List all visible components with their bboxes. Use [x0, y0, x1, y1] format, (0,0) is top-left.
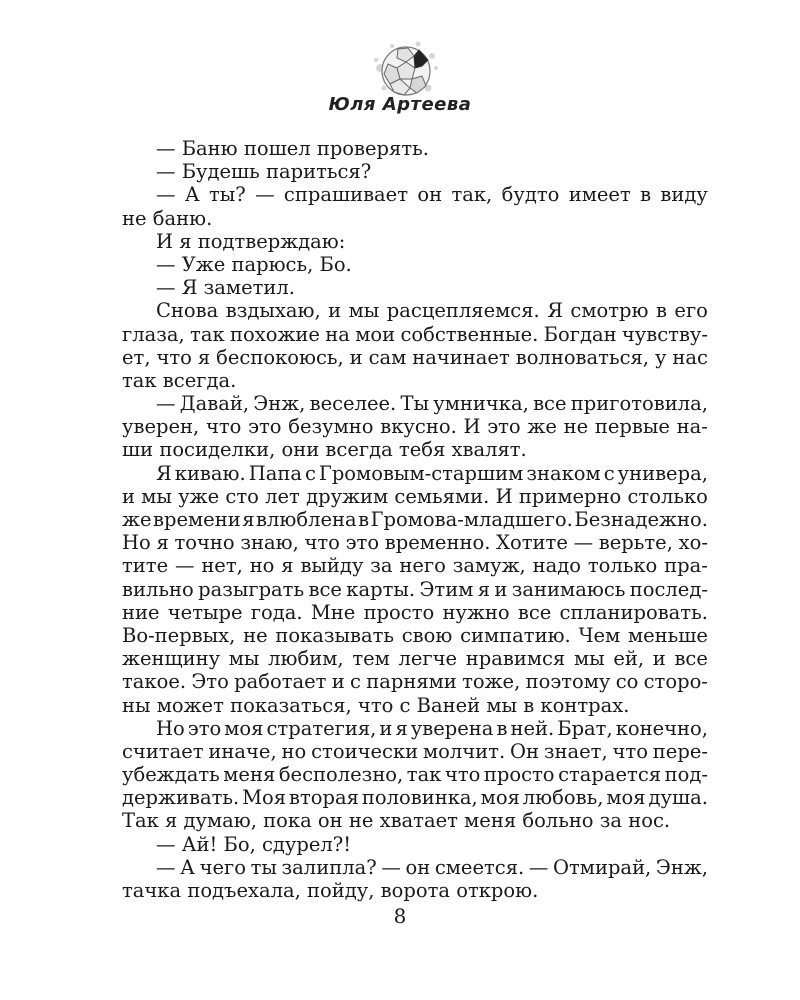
- text-line: такое. Это работает и с парнями тоже, поэтому со сторо-: [122, 670, 708, 694]
- text-line: убеждать меня бесполезно, так что просто старается под-: [122, 763, 708, 787]
- text-line: женщину мы любим, тем легче нравимся мы ей, и все: [122, 647, 708, 671]
- text-line: же времени я влюблена в Громова-младшего. Безнадежно.: [122, 508, 708, 531]
- text-line: вильно разыграть все карты. Этим я и занимаюсь послед-: [122, 577, 708, 601]
- text-line: уверен, что это безумно вкусно. И это же не первые на-: [122, 415, 708, 439]
- text-line: И я подтверждаю:: [156, 229, 346, 253]
- text-line: — Будешь париться?: [156, 160, 372, 184]
- text-line: — А чего ты залипла? — он смеется. — Отмирай, Энж,: [156, 855, 708, 879]
- text-line: тачка подъехала, пойду, ворота открою.: [122, 879, 539, 902]
- text-line: Снова вздыхаю, и мы расцепляемся. Я смотрю в его: [156, 299, 708, 323]
- text-line: — Я заметил.: [156, 276, 295, 300]
- text-line: и мы уже сто лет дружим семьями. И примерно столько: [122, 484, 708, 508]
- text-line: — Уже парюсь, Бо.: [156, 252, 352, 276]
- text-line: Но это моя стратегия, и я уверена в ней. Брат, конечно,: [156, 716, 708, 740]
- text-line: считает иначе, но стоически молчит. Он знает, что пере-: [122, 739, 708, 763]
- text-line: ны может показаться, что с Ваней мы в контрах.: [122, 693, 630, 717]
- text-line: ет, что я беспокоюсь, и сам начинает волноваться, у нас: [122, 345, 708, 369]
- text-line: Я киваю. Папа с Громовым-старшим знаком с универа,: [156, 461, 708, 485]
- text-line: — Баню пошел проверять.: [156, 137, 429, 160]
- text-line: — Давай, Энж, веселее. Ты умничка, все приготовила,: [156, 392, 708, 416]
- running-header: [0, 38, 800, 128]
- text-line: Но я точно знаю, что это временно. Хотите — верьте, хо-: [122, 531, 708, 555]
- text-line: ши посиделки, они всегда тебя хвалят.: [122, 438, 527, 462]
- text-line: Во-первых, не показывать свою симпатию. Чем меньше: [122, 623, 708, 647]
- text-line: Так я думаю, пока он не хватает меня больно за нос.: [122, 809, 671, 833]
- text-line: — А ты? — спрашивает он так, будто имеет в виду: [156, 183, 708, 207]
- text-line: так всегда.: [122, 368, 237, 392]
- text-line: не баню.: [122, 206, 213, 230]
- author-name: Юля Артеева: [328, 94, 472, 115]
- text-line: тите — нет, но я выйду за него замуж, надо только пра-: [122, 554, 708, 578]
- text-line: ние четыре года. Мне просто нужно все спланировать.: [122, 600, 708, 624]
- body-text: [122, 137, 708, 902]
- page-number: 8: [393, 904, 407, 928]
- text-line: глаза, так похожие на мои собственные. Богдан чувству-: [122, 322, 708, 346]
- text-line: держивать. Моя вторая половинка, моя любовь, моя душа.: [122, 786, 708, 810]
- text-line: — Ай! Бо, сдурел?!: [156, 832, 352, 856]
